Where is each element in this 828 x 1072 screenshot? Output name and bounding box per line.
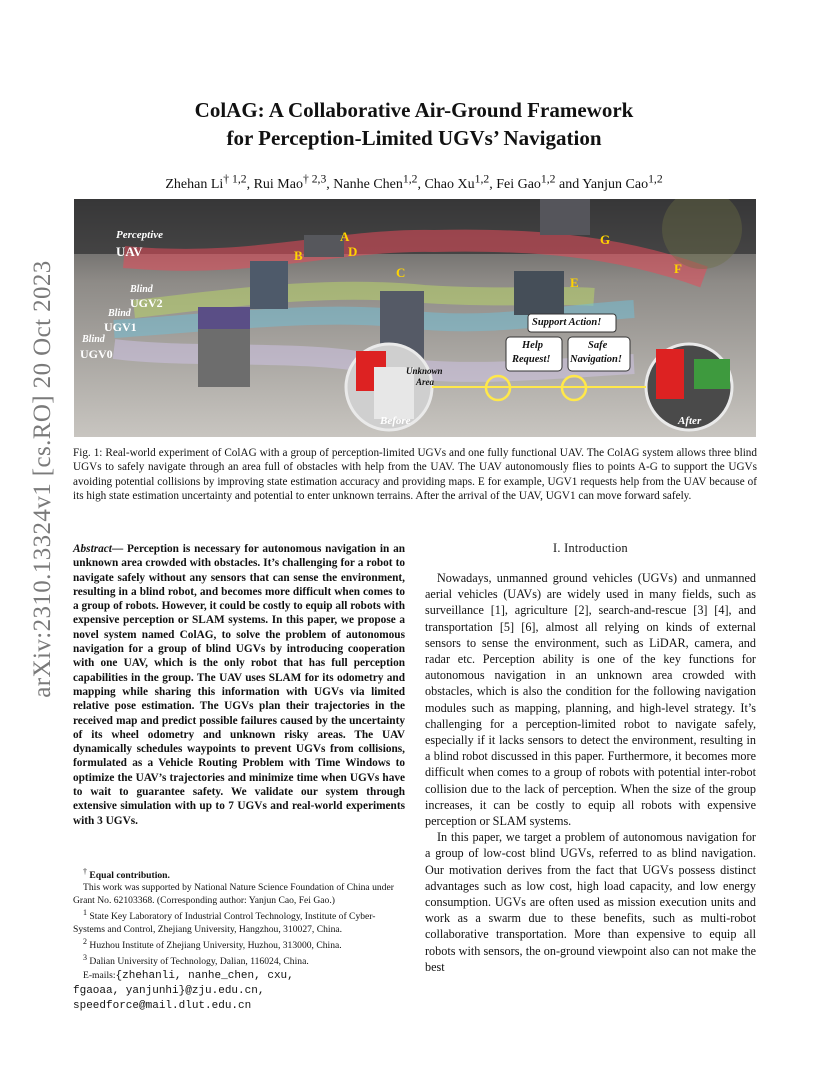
title-line-2: for Perception-Limited UGVs’ Navigation: [226, 126, 602, 150]
after-label: After: [678, 415, 702, 427]
figure-1-image: [74, 199, 756, 437]
intro-paragraph-1: Nowadays, unmanned ground vehicles (UGVs) and unmanned aerial vehicles (UAVs) are widely used in many fields, such as surveillance [1], agriculture [2], search-and-rescue [3] [4], and transportation [5] [6], almost all relying on kinds of external sensors to sense the environment, such as LiDAR, camera, and radar etc. Perception ability is one of the key functions for autonomous navigation in an unknown area crowded with obstacles, which is also the condition for the following navigation modules such as mapping, planning, and high-level strategy. It’s challenging for a perception-limited robot to navigate safely, especially if it lacks sensors to detect the environment, resulting in a blind robot discussed in this paper. Furthermore, it becomes more difficult when comes to a group of robots with potential inter-robot collision due to the lack of perception. When the size of the group increases, it can be costly to equip all robots with expensive perception or SLAM systems.: [425, 571, 756, 829]
point-e: E: [570, 275, 579, 290]
figure-caption: Fig. 1: Real-world experiment of ColAG with a group of perception-limited UGVs and one fully functional UAV. The ColAG system allows three blind UGVs to safely navigate through an area full of obstacles with help from the UAV. The UAV autonomously flies to points A-G to support the UGVs avoiding potential collisions by improving state estimation accuracy and providing maps. E for example, UGV1 requests help from the UAV because of its high state estimation uncertainty and potential to enter unknown terrains. After the arrival of the UAV, UGV1 can move forward safely.: [73, 447, 757, 502]
perceptive-label: Perceptive: [116, 229, 164, 241]
emails-line-1: {zhehanli, nanhe_chen, cxu,: [115, 969, 294, 982]
ugv0-label: UGV0: [80, 347, 113, 361]
paper-title: [72, 96, 756, 152]
abstract-label: Abstract: [73, 543, 112, 555]
affiliation-3: Dalian University of Technology, Dalian, 116024, China.: [89, 956, 309, 968]
ugv1-label: UGV1: [104, 320, 137, 334]
author: Rui Mao$^{\dagger 2,3}$,: [253, 172, 334, 192]
arxiv-stamp: arXiv:2310.13324v1 [cs.RO] 20 Oct 2023: [29, 260, 56, 698]
affiliation-2: Huzhou Institute of Zhejiang University, Huzhou, 313000, China.: [89, 940, 342, 952]
dagger-mark: †: [83, 867, 87, 876]
support-action-label: Support Action!: [532, 317, 602, 328]
emails-line-3: speedforce@mail.dlut.edu.cn: [73, 999, 252, 1012]
abstract-text: — Perception is necessary for autonomous navigation in an unknown area crowded with obstacles. It’s challenging for a robot to navigate safely without any sensors that can sense the environment, resulting in a blind robot, and becomes more difficult when comes to a group of robots. However, it could be costly to equip all robots with expensive perception or SLAM systems. In this paper, we propose a novel system named ColAG, to solve the problem of autonomous navigation for a group of blind UGVs by introducing cooperation with one UAV, which is the only robot that has full perception capabilities in the group. The UAV uses SLAM for its odometry and mapping while sharing this information with UGVs via limited relative pose estimation. The UGVs plan their trajectories in the received map and predict possible failures caused by the uncertainty of its wheel odometry and unknown risky areas. The UAV dynamically schedules waypoints to prevent UGVs from collisions, formulated as a Vehicle Routing Problem with Time Windows to optimize the UAV’s trajectories and minimize time when UGVs have to wait to guarantee safety. We validate our system through extensive simulation with up to 7 UGVs and real-world experiments with 3 UGVs.: [73, 543, 405, 827]
section-heading: I. Introduction: [553, 541, 628, 555]
unknown-area-label-2: Area: [416, 377, 434, 387]
point-c: C: [396, 265, 406, 280]
introduction: [425, 570, 756, 975]
funding-note: This work was supported by National Nature Science Foundation of China under Grant No. 62103368. (Corresponding author: Yanjun Cao, Fei Gao.): [73, 882, 394, 906]
help-request-label-1: Help: [522, 340, 543, 351]
abstract: [73, 542, 405, 828]
author-list: [72, 172, 756, 193]
intro-paragraph-2: In this paper, we target a problem of autonomous navigation for a group of low-cost blind UGVs, referred to as blind navigation. Our motivation derives from the fact that UGVs possess distinct advantages such as low cost, high load capacity, and low energy consumption. UGVs are often used as mission execution units and work as a swarm due to these benefits, such as multi-robot collaborative transportation. More than expensive to equip all robots with sensors, the on-ground viewpoint also can not make the best: [425, 830, 756, 974]
author: Chao Xu$^{1,2}$,: [424, 172, 497, 192]
footnotes: † Equal contribution. This work was supported by National Nature Science Foundation of China under Grant No. 62103368. (Corresponding author: Yanjun Cao, Fei Gao.) $^1$ State Key Laboratory of Industrial Control Technology, Institute of Cyber-Systems and Control, Zhejiang University, Hangzhou, 310027, China. $^2$ Huzhou Institute of Zhejiang University, Huzhou, 313000, China. $^3$ Dalian University of Technology, Dalian, 116024, China. E-mails:{zhehanli, nanhe_chen, cxu, fgaoaa, yanjunhi}@zju.edu.cn, speedforce@mail.dlut.edu.cn: [73, 866, 407, 1014]
equal-contribution: Equal contribution.: [89, 870, 170, 882]
ugv2-blind-label: Blind: [130, 284, 153, 295]
help-request-label-2: Request!: [512, 354, 551, 365]
emails-label: E-mails:: [83, 969, 116, 981]
ugv1-blind-label: Blind: [108, 308, 131, 319]
safe-navigation-label-2: Navigation!: [570, 354, 622, 365]
point-f: F: [674, 261, 682, 276]
author: Fei Gao$^{1,2}$ and: [496, 172, 583, 192]
point-d: D: [348, 244, 358, 259]
safe-navigation-label-1: Safe: [588, 340, 608, 351]
before-label: Before: [380, 415, 411, 427]
affiliation-1: State Key Laboratory of Industrial Control Technology, Institute of Cyber-Systems and Control, Zhejiang University, Hangzhou, 310027, China.: [73, 911, 376, 935]
author: Zhehan Li$^{\dagger 1,2}$,: [165, 172, 254, 192]
ugv2-label: UGV2: [130, 296, 163, 310]
point-a: A: [340, 229, 350, 244]
uav-label: UAV: [116, 244, 143, 259]
title-line-1: ColAG: A Collaborative Air-Ground Framework: [194, 98, 634, 122]
point-g: G: [600, 232, 611, 247]
author: Nanhe Chen$^{1,2}$,: [333, 172, 425, 192]
author: Yanjun Cao$^{1,2}$: [582, 172, 663, 192]
experiment-scene: [74, 199, 756, 437]
point-b: B: [294, 248, 303, 263]
ugv0-blind-label: Blind: [82, 334, 105, 345]
emails-line-2: fgaoaa, yanjunhi}@zju.edu.cn,: [73, 984, 265, 997]
unknown-area-label-1: Unknown: [406, 366, 443, 376]
